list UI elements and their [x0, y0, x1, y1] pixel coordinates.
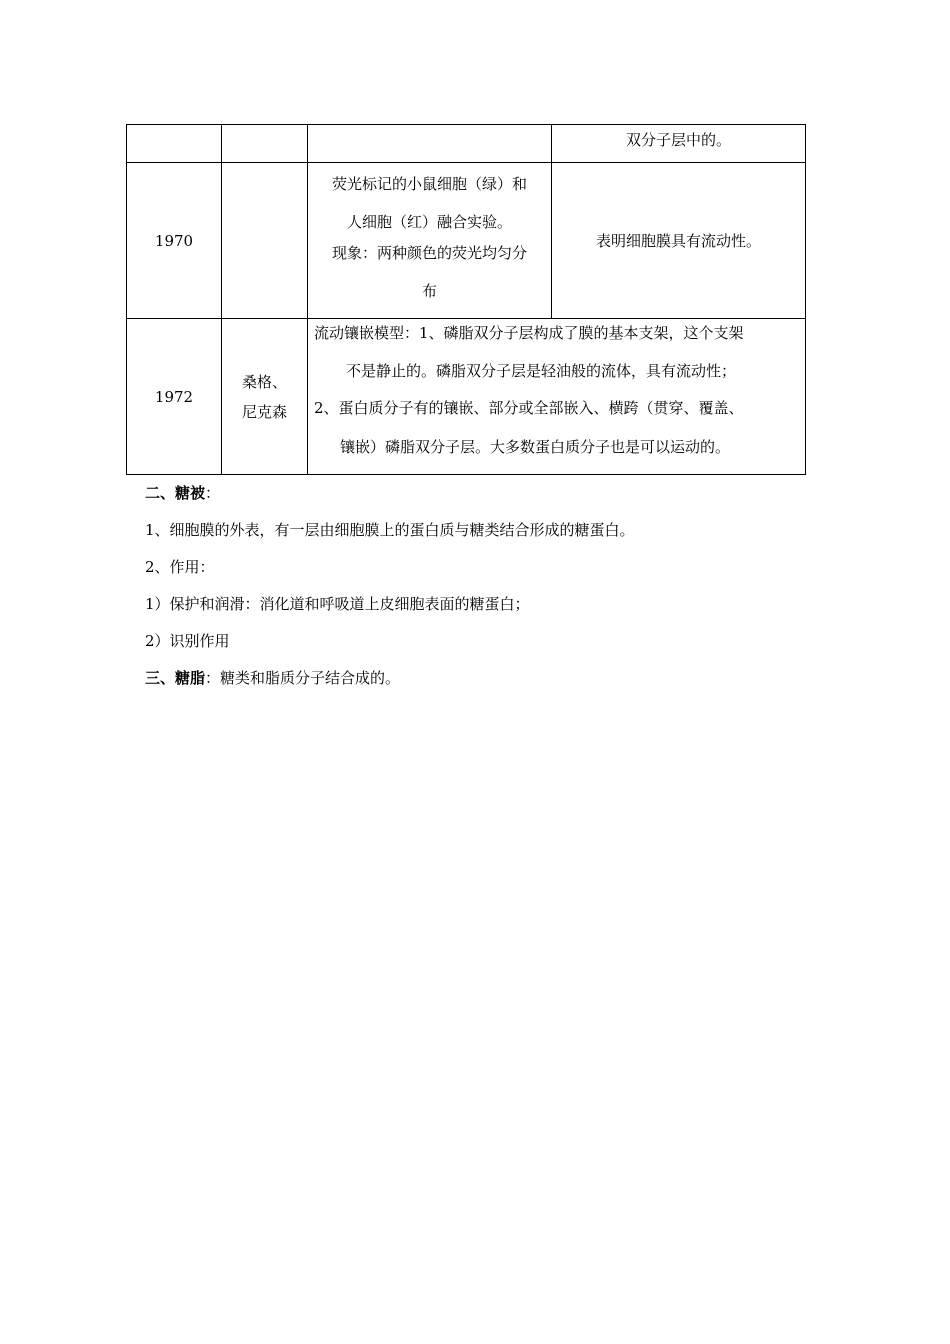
model-line: 2、蛋白质分子有的镶嵌、部分或全部嵌入、横跨（贯穿、覆盖、 [314, 398, 744, 417]
table-row [127, 163, 806, 319]
model-line: 流动镶嵌模型：1、磷脂双分子层构成了膜的基本支架，这个支架 [314, 323, 744, 342]
scientist-cell [222, 163, 308, 319]
table-row [127, 319, 806, 475]
experiment-line: 荧光标记的小鼠细胞（绿）和 [331, 174, 527, 193]
paragraph: 1）保护和润滑：消化道和呼吸道上皮细胞表面的糖蛋白； [145, 595, 530, 613]
experiment-line: 人细胞（红）融合实验。 [346, 212, 512, 231]
model-cell [308, 319, 806, 475]
conclusion-cell: 双分子层中的。 [552, 125, 806, 163]
experiment-line: 现象：两种颜色的荧光均匀分 [331, 243, 527, 262]
scientist-cell [222, 319, 308, 475]
year-cell: 1972 [127, 319, 222, 475]
paragraph: 1、细胞膜的外表，有一层由细胞膜上的蛋白质与糖类结合形成的糖蛋白。 [145, 521, 635, 539]
table-row [127, 125, 806, 163]
scientist-cell [222, 125, 308, 163]
glycolipid-heading: 三、糖脂：糖类和脂质分子结合成的。 [145, 669, 401, 687]
paragraph: 2）识别作用 [145, 632, 230, 650]
paragraph: 2、作用： [145, 558, 215, 576]
year-cell: 1970 [127, 163, 222, 319]
model-line: 镶嵌）磷脂双分子层。大多数蛋白质分子也是可以运动的。 [340, 437, 731, 456]
glycocalyx-heading: 二、糖被： [145, 484, 221, 502]
model-line: 不是静止的。磷脂双分子层是轻油般的流体，具有流动性； [346, 361, 737, 380]
history-table [126, 124, 806, 475]
scientist-line: 尼克森 [241, 402, 287, 421]
experiment-line: 布 [421, 281, 437, 300]
scientist-line: 桑格、 [241, 372, 287, 391]
conclusion-cell: 表明细胞膜具有流动性。 [552, 163, 806, 319]
experiment-cell [308, 125, 552, 163]
year-cell [127, 125, 222, 163]
experiment-cell [308, 163, 552, 319]
